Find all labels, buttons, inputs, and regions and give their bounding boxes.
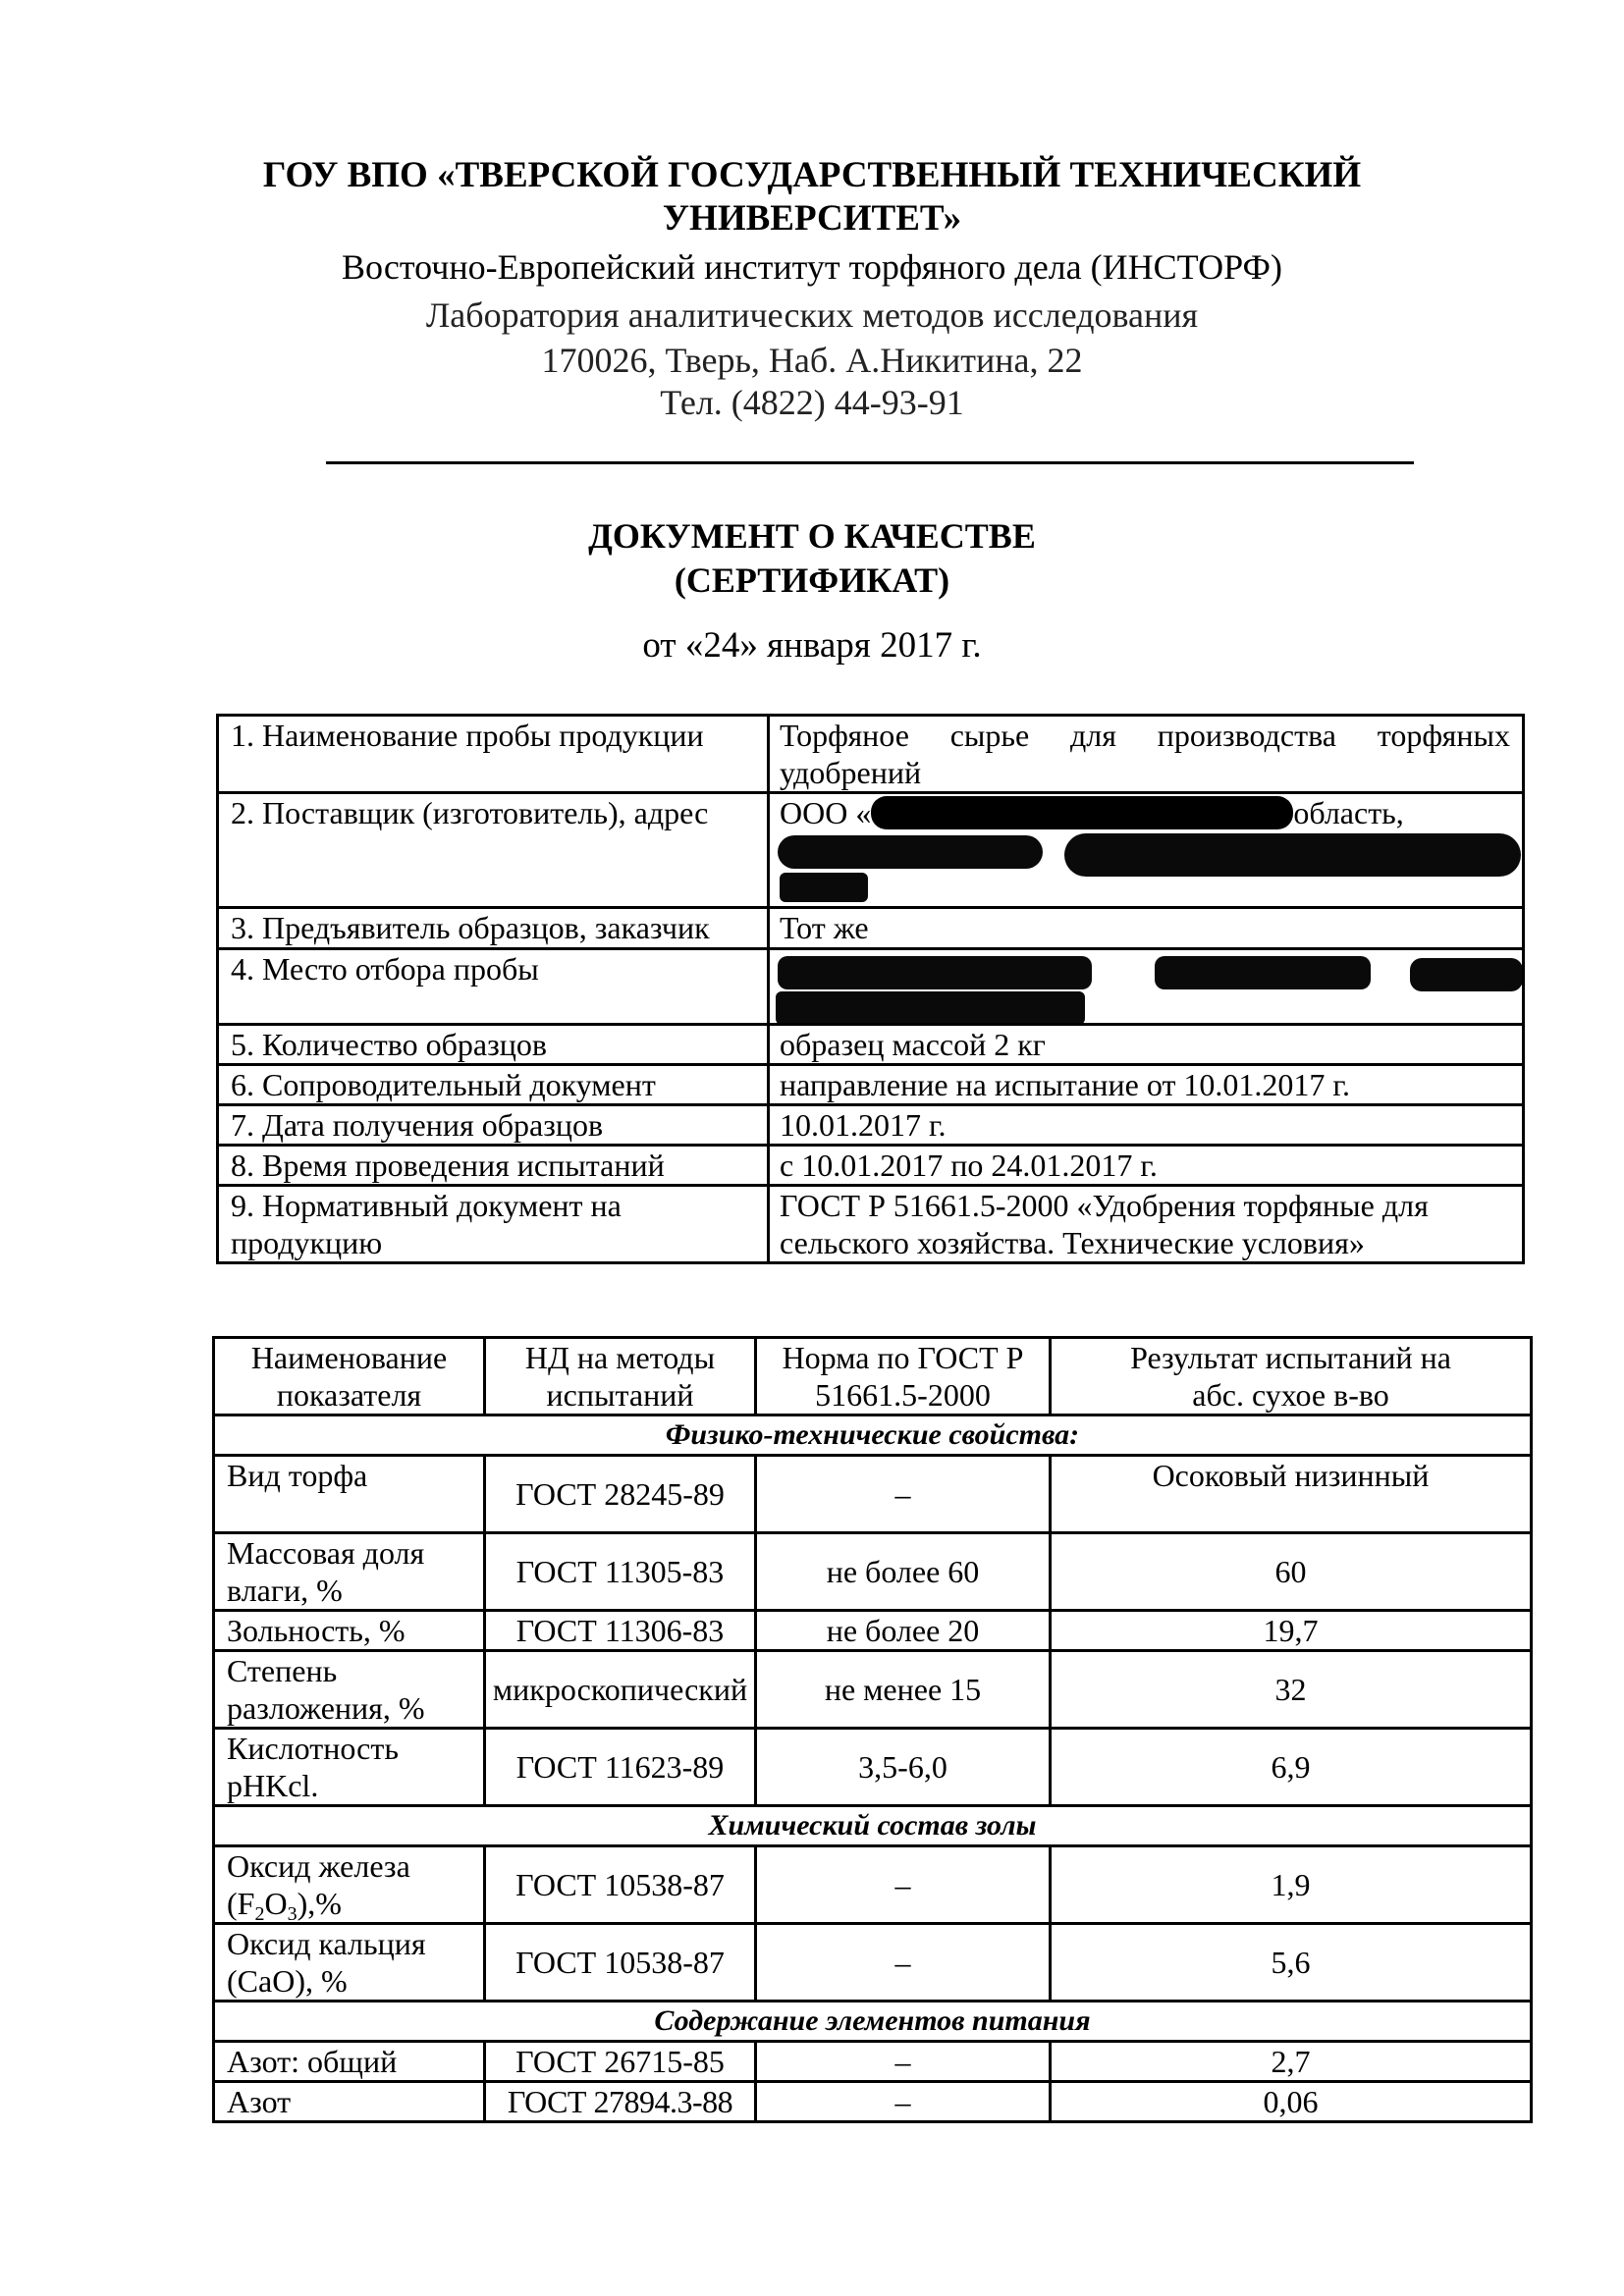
info-label: 5. Количество образцов <box>218 1025 769 1065</box>
results-row <box>214 2082 1532 2122</box>
subscript: 2 <box>254 1903 265 1924</box>
redaction-mark <box>778 835 1043 869</box>
results-row <box>214 1651 1532 1729</box>
results-row <box>214 1611 1532 1651</box>
header-cell: Норма по ГОСТ Р 51661.5-2000 <box>756 1338 1051 1415</box>
institute-name: Восточно-Европейский институт торфяного дела (ИНСТОРФ) <box>342 247 1282 287</box>
indicator-name: Зольность, % <box>214 1611 485 1651</box>
redaction-mark <box>871 796 1293 829</box>
norm-cell: не менее 15 <box>756 1651 1051 1729</box>
section-row <box>214 1806 1532 1846</box>
supplier-prefix: ООО « <box>780 795 872 830</box>
indicator-name <box>214 1846 485 1924</box>
method-cell: ГОСТ 26715-85 <box>485 2042 756 2082</box>
result-cell: Осоковый низинный <box>1051 1456 1532 1533</box>
section-title: Физико-технические свойства: <box>214 1415 1532 1456</box>
info-value: ГОСТ Р 51661.5-2000 «Удобрения торфяные для сельского хозяйства. Технические условия» <box>769 1186 1524 1263</box>
info-row <box>218 1186 1524 1263</box>
results-row <box>214 1846 1532 1924</box>
method-cell: ГОСТ 11306-83 <box>485 1611 756 1651</box>
header-cell: НД на методы испытаний <box>485 1338 756 1415</box>
section-title: Содержание элементов питания <box>214 2002 1532 2042</box>
indicator-name: Оксид кальция (CaO), % <box>214 1924 485 2002</box>
info-label: 4. Место отбора пробы <box>218 949 769 1025</box>
norm-cell: – <box>756 1456 1051 1533</box>
section-row <box>214 1415 1532 1456</box>
result-cell: 60 <box>1051 1533 1532 1611</box>
header-divider <box>326 461 1414 464</box>
result-cell: 6,9 <box>1051 1729 1532 1806</box>
indicator-name: Азот: общий <box>214 2042 485 2082</box>
redaction-mark <box>780 873 868 902</box>
info-row <box>218 1065 1524 1105</box>
info-label: 6. Сопроводительный документ <box>218 1065 769 1105</box>
redaction-mark <box>1064 833 1521 877</box>
info-label: 7. Дата получения образцов <box>218 1105 769 1146</box>
norm-cell: не более 20 <box>756 1611 1051 1651</box>
method-cell: ГОСТ 11305-83 <box>485 1533 756 1611</box>
method-cell: ГОСТ 11623-89 <box>485 1729 756 1806</box>
results-row <box>214 2042 1532 2082</box>
address: 170026, Тверь, Наб. А.Никитина, 22 <box>541 341 1083 380</box>
info-value: Тот же <box>769 908 1524 949</box>
norm-cell: не более 60 <box>756 1533 1051 1611</box>
results-row <box>214 1456 1532 1533</box>
org-name-line1: ГОУ ВПО «ТВЕРСКОЙ ГОСУДАРСТВЕННЫЙ ТЕХНИЧЕСКИЙ <box>262 155 1362 195</box>
indicator-name-text: Оксид железа (F <box>227 1848 410 1921</box>
norm-cell: – <box>756 2042 1051 2082</box>
result-cell: 5,6 <box>1051 1924 1532 2002</box>
info-row <box>218 1146 1524 1186</box>
indicator-name: Вид торфа <box>214 1456 485 1533</box>
indicator-name: Степень разложения, % <box>214 1651 485 1729</box>
result-cell: 32 <box>1051 1651 1532 1729</box>
method-cell: микроскопический <box>485 1651 756 1729</box>
redaction-mark <box>1410 958 1523 991</box>
indicator-name: Кислотность pHKcl. <box>214 1729 485 1806</box>
result-cell: 2,7 <box>1051 2042 1532 2082</box>
document-title: ДОКУМЕНТ О КАЧЕСТВЕ <box>588 516 1036 556</box>
method-cell: ГОСТ 10538-87 <box>485 1846 756 1924</box>
info-value: Торфяное сырье для производства торфяных удобрений <box>769 716 1524 793</box>
document-date: от «24» января 2017 г. <box>642 625 982 666</box>
document-subtitle: (СЕРТИФИКАТ) <box>674 561 950 600</box>
info-value: 10.01.2017 г. <box>769 1105 1524 1146</box>
method-cell: ГОСТ 27894.3-88 <box>485 2082 756 2122</box>
info-row <box>218 908 1524 949</box>
indicator-name-text: ),% <box>297 1886 342 1921</box>
norm-cell: – <box>756 1924 1051 2002</box>
header-cell: Наименование показателя <box>214 1338 485 1415</box>
info-label: 3. Предъявитель образцов, заказчик <box>218 908 769 949</box>
info-row <box>218 793 1524 908</box>
info-row <box>218 1025 1524 1065</box>
info-value <box>769 793 1524 908</box>
supplier-suffix: область, <box>1293 795 1404 830</box>
results-header-row <box>214 1338 1532 1415</box>
result-cell: 1,9 <box>1051 1846 1532 1924</box>
info-row <box>218 949 1524 1025</box>
method-cell: ГОСТ 10538-87 <box>485 1924 756 2002</box>
section-row <box>214 2002 1532 2042</box>
info-value: направление на испытание от 10.01.2017 г. <box>769 1065 1524 1105</box>
redaction-mark <box>778 956 1092 989</box>
results-row <box>214 1729 1532 1806</box>
result-cell: 0,06 <box>1051 2082 1532 2122</box>
info-row <box>218 1105 1524 1146</box>
norm-cell: – <box>756 2082 1051 2122</box>
subscript: 3 <box>287 1903 298 1924</box>
sampling-place-value <box>769 949 1524 1025</box>
indicator-name: Массовая доля влаги, % <box>214 1533 485 1611</box>
header-cell: Результат испытаний на абс. сухое в-во <box>1051 1338 1532 1415</box>
results-table <box>212 1336 1533 2123</box>
result-cell: 19,7 <box>1051 1611 1532 1651</box>
info-label: 8. Время проведения испытаний <box>218 1146 769 1186</box>
norm-cell: 3,5-6,0 <box>756 1729 1051 1806</box>
info-value: с 10.01.2017 по 24.01.2017 г. <box>769 1146 1524 1186</box>
method-cell: ГОСТ 28245-89 <box>485 1456 756 1533</box>
info-row <box>218 716 1524 793</box>
results-row <box>214 1924 1532 2002</box>
info-value: образец массой 2 кг <box>769 1025 1524 1065</box>
section-title: Химический состав золы <box>214 1806 1532 1846</box>
indicator-name: Азот <box>214 2082 485 2122</box>
org-name-line2: УНИВЕРСИТЕТ» <box>662 198 962 239</box>
info-label: 9. Нормативный документ на продукцию <box>218 1186 769 1263</box>
norm-cell: – <box>756 1846 1051 1924</box>
info-label: 1. Наименование пробы продукции <box>218 716 769 793</box>
results-row <box>214 1533 1532 1611</box>
laboratory-name: Лаборатория аналитических методов исследования <box>425 295 1199 335</box>
info-table <box>216 714 1525 1264</box>
indicator-name-text: O <box>264 1886 288 1921</box>
redaction-mark <box>776 991 1085 1025</box>
redaction-mark <box>1155 956 1371 989</box>
phone: Тел. (4822) 44-93-91 <box>660 383 964 422</box>
info-label: 2. Поставщик (изготовитель), адрес <box>218 793 769 908</box>
